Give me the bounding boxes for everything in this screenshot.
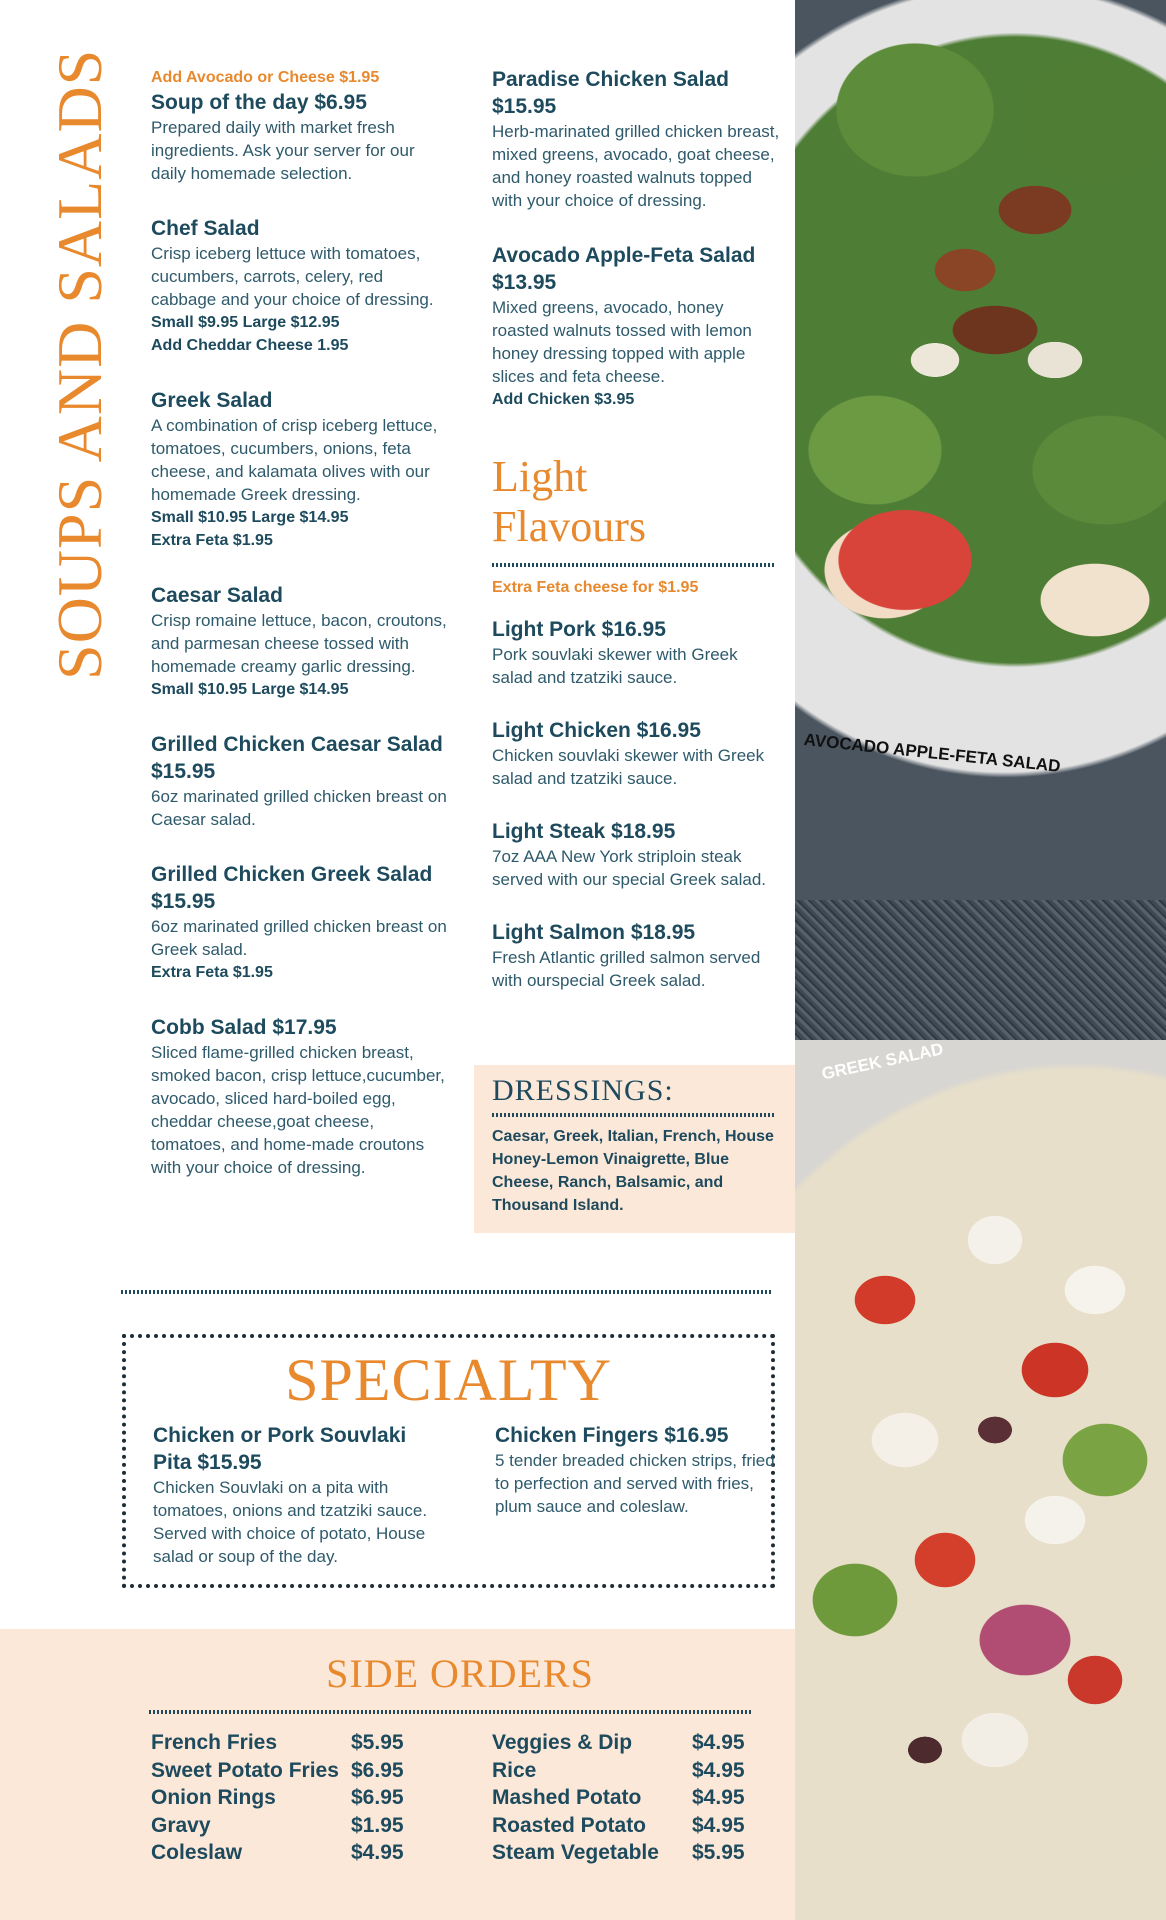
menu-item — [151, 861, 451, 984]
menu-item-description: Pork souvlaki skewer with Greek salad and tzatziki sauce. — [492, 645, 738, 687]
menu-item — [151, 387, 451, 552]
section-divider — [121, 1290, 772, 1294]
menu-item-description: 6oz marinated grilled chicken breast on Caesar salad. — [151, 787, 447, 829]
soups-and-salads-heading: SOUPS AND SALADS — [44, 48, 115, 680]
menu-item-title: Greek Salad — [151, 389, 273, 412]
side-order-price: $4.95 — [692, 1813, 745, 1837]
left-menu-column — [151, 66, 451, 1209]
menu-item-title: Avocado Apple-Feta Salad $13.95 — [492, 244, 756, 294]
side-order-name: Steam Vegetable — [492, 1841, 659, 1864]
side-order-price: $5.95 — [351, 1731, 404, 1754]
side-order-name: Veggies & Dip — [492, 1731, 633, 1754]
menu-item-description: Mixed greens, avocado, honey roasted walnuts tossed with lemon honey dressing topped with apple slices and feta cheese. — [492, 298, 752, 386]
side-orders-right-list — [492, 1729, 762, 1867]
menu-item-price-note: Add Chicken $3.95 — [492, 391, 635, 408]
dressings-title: DRESSINGS: — [492, 1074, 674, 1107]
menu-item — [492, 717, 782, 790]
menu-item-title: Light Steak $18.95 — [492, 820, 676, 843]
dressings-divider — [492, 1113, 774, 1117]
menu-item-description: Crisp romaine lettuce, bacon, croutons, and parmesan cheese tossed with homemade creamy garlic dressing. — [151, 611, 447, 676]
side-order-row — [492, 1812, 762, 1840]
light-heading-line-1: Light — [492, 452, 588, 501]
side-orders-title: SIDE ORDERS — [326, 1651, 594, 1696]
menu-item — [492, 818, 782, 891]
specialty-box — [122, 1334, 775, 1588]
menu-item — [151, 215, 451, 357]
menu-item-price-note: Small $10.95 Large $14.95 — [151, 509, 349, 526]
side-order-row — [151, 1812, 421, 1840]
menu-item-description: Chicken souvlaki skewer with Greek salad and tzatziki sauce. — [492, 746, 765, 788]
side-orders-divider — [149, 1710, 751, 1714]
side-order-row — [492, 1839, 762, 1867]
side-orders-left-list — [151, 1729, 421, 1867]
side-order-row — [151, 1784, 421, 1812]
side-order-price: $5.95 — [692, 1841, 745, 1864]
menu-item — [492, 66, 782, 212]
menu-item-price-note: Extra Feta $1.95 — [151, 964, 273, 981]
greek-salad-photo — [795, 1040, 1166, 1920]
side-order-price: $6.95 — [351, 1786, 404, 1809]
dressings-list: Caesar, Greek, Italian, French, House Honey-Lemon Vinaigrette, Blue Cheese, Ranch, Balsamic, and Thousand Island. — [492, 1128, 774, 1214]
light-menu-items — [492, 616, 782, 1020]
side-order-name: Mashed Potato — [492, 1786, 642, 1809]
light-flavours-heading — [492, 452, 646, 552]
side-order-row — [151, 1757, 421, 1785]
menu-item — [492, 242, 782, 411]
menu-item-title: Light Pork $16.95 — [492, 618, 666, 641]
side-order-price: $4.95 — [692, 1786, 745, 1809]
menu-item-price-note: Small $9.95 Large $12.95 — [151, 314, 340, 331]
menu-item — [151, 1014, 451, 1179]
side-order-name: Rice — [492, 1758, 537, 1782]
side-order-row — [151, 1729, 421, 1757]
side-order-name: Sweet Potato Fries — [151, 1758, 339, 1782]
menu-item-title: Light Chicken $16.95 — [492, 719, 701, 742]
left-menu-items — [151, 215, 451, 1179]
light-divider — [492, 563, 774, 567]
menu-item-title: Chicken Fingers $16.95 — [495, 1424, 729, 1447]
side-order-name: Gravy — [151, 1813, 211, 1837]
avocado-apple-feta-salad-photo — [795, 0, 1166, 930]
menu-item-title: Grilled Chicken Greek Salad $15.95 — [151, 863, 433, 913]
side-order-row — [492, 1757, 762, 1785]
menu-item-description: 7oz AAA New York striploin steak served with our special Greek salad. — [492, 847, 767, 889]
menu-item-description: Crisp iceberg lettuce with tomatoes, cucumbers, carrots, celery, red cabbage and your choice of dressing. — [151, 244, 434, 309]
menu-item-title: Caesar Salad — [151, 584, 283, 607]
menu-item-title: Paradise Chicken Salad $15.95 — [492, 68, 729, 118]
specialty-item-souvlaki — [153, 1422, 443, 1568]
menu-item-title: Chef Salad — [151, 217, 260, 240]
menu-item — [151, 582, 451, 701]
menu-item-description: Fresh Atlantic grilled salmon served with ourspecial Greek salad. — [492, 948, 761, 990]
photo-column — [795, 0, 1166, 1920]
middle-menu-column — [492, 66, 782, 441]
photo-caption-avocado: AVOCADO APPLE-FETA SALAD — [803, 730, 1062, 776]
menu-item — [492, 919, 782, 992]
menu-item-title: Light Salmon $18.95 — [492, 921, 696, 944]
side-order-row — [492, 1729, 762, 1757]
menu-item-price-note: Add Cheddar Cheese 1.95 — [151, 337, 349, 354]
menu-item-title: Grilled Chicken Caesar Salad $15.95 — [151, 733, 443, 783]
side-order-price: $4.95 — [351, 1841, 404, 1864]
menu-item-price-note: Small $10.95 Large $14.95 — [151, 681, 349, 698]
menu-item-title: Soup of the day $6.95 — [151, 91, 367, 114]
soup-addon-note: Add Avocado or Cheese $1.95 — [151, 69, 380, 86]
menu-item-title: Cobb Salad $17.95 — [151, 1016, 337, 1039]
menu-item-price-note: Extra Feta $1.95 — [151, 532, 273, 549]
light-heading-line-2: Flavours — [492, 502, 646, 551]
specialty-title: SPECIALTY — [285, 1347, 612, 1413]
side-order-price: $4.95 — [692, 1758, 745, 1782]
middle-menu-items — [492, 66, 782, 411]
side-order-price: $1.95 — [351, 1813, 404, 1837]
side-order-name: Coleslaw — [151, 1841, 243, 1864]
side-order-price: $6.95 — [351, 1758, 404, 1782]
menu-item-description: A combination of crisp iceberg lettuce, tomatoes, cucumbers, onions, feta cheese, and kalamata olives with our homemade Greek dressing. — [151, 416, 438, 504]
side-order-name: Roasted Potato — [492, 1813, 647, 1837]
menu-item-description: Chicken Souvlaki on a pita with tomatoes, onions and tzatziki sauce. Served with choice of potato, House salad or soup of the day. — [153, 1478, 428, 1566]
side-order-name: French Fries — [151, 1731, 278, 1754]
menu-item-title: Chicken or Pork Souvlaki Pita $15.95 — [153, 1424, 407, 1474]
menu-item-description: Herb-marinated grilled chicken breast, mixed greens, avocado, goat cheese, and honey roasted walnuts topped with your choice of dressing. — [492, 122, 780, 210]
menu-item — [492, 616, 782, 689]
menu-item-description: 5 tender breaded chicken strips, fried to perfection and served with fries, plum sauce and coleslaw. — [495, 1451, 775, 1516]
photo-caption-greek: GREEK SALAD — [820, 1039, 945, 1084]
menu-item-description: Sliced flame-grilled chicken breast, smoked bacon, crisp lettuce,cucumber, avocado, sliced hard-boiled egg, cheddar cheese,goat cheese, tomatoes, and home-made croutons with your choice of dressing. — [151, 1043, 445, 1177]
light-feta-note: Extra Feta cheese for $1.95 — [492, 579, 699, 596]
side-order-row — [151, 1839, 421, 1867]
menu-item-soup — [151, 66, 451, 185]
dressings-box — [474, 1065, 795, 1233]
menu-item — [151, 731, 451, 831]
menu-item-description: Prepared daily with market fresh ingredients. Ask your server for our daily homemade selection. — [151, 118, 415, 183]
side-order-price: $4.95 — [692, 1731, 745, 1754]
specialty-item-chicken-fingers — [495, 1422, 775, 1518]
side-order-row — [492, 1784, 762, 1812]
side-order-name: Onion Rings — [151, 1786, 276, 1809]
menu-item-description: 6oz marinated grilled chicken breast on Greek salad. — [151, 917, 447, 959]
